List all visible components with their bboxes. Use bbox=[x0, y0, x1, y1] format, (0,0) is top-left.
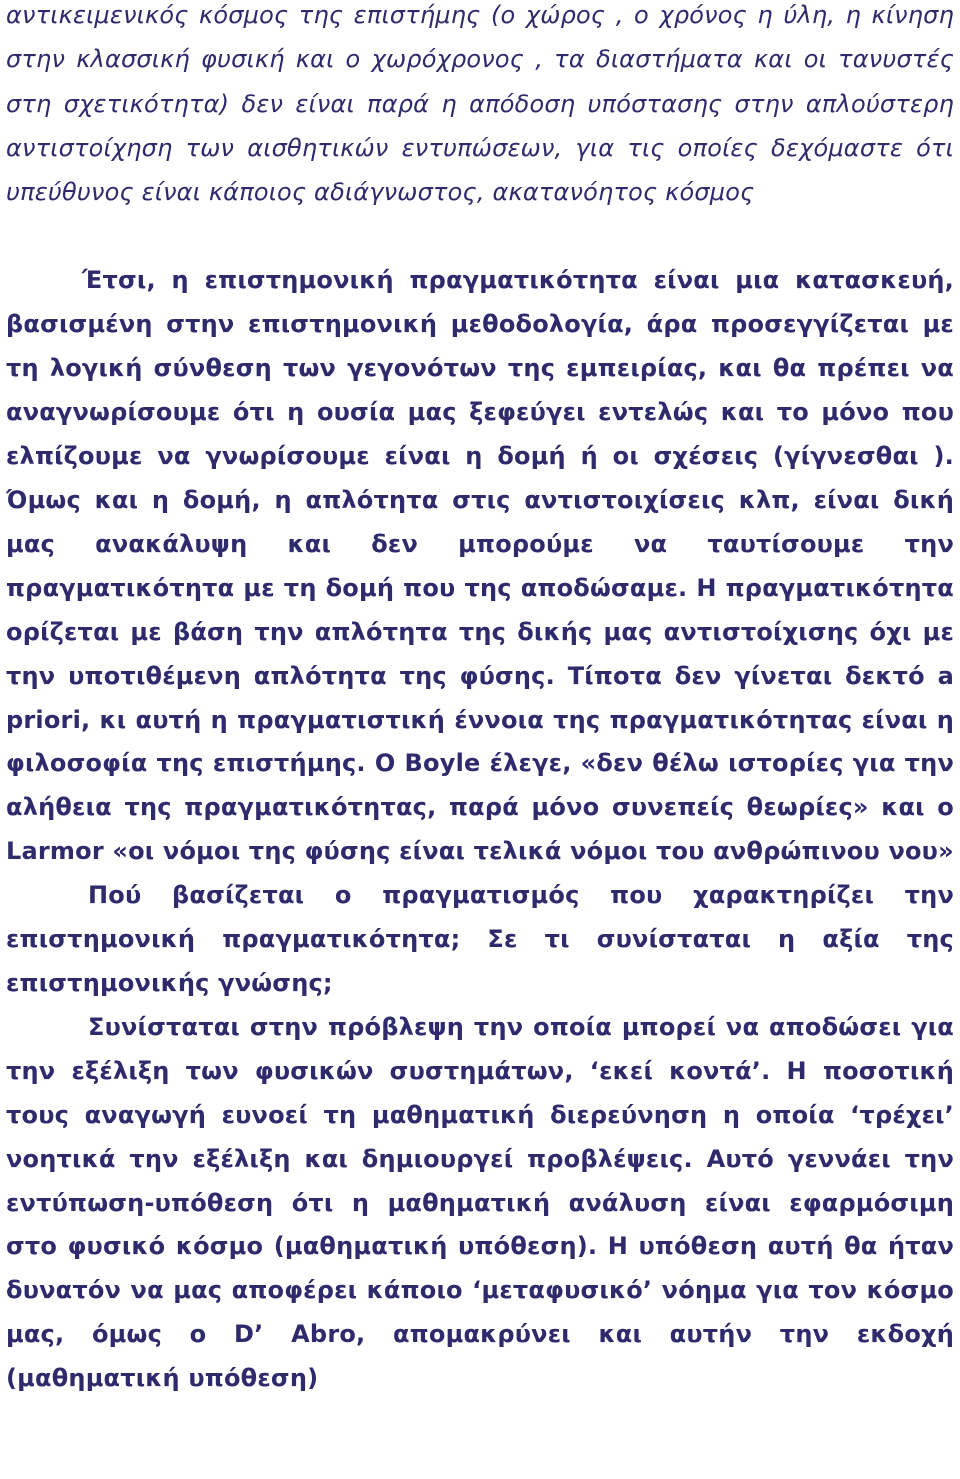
document-page bbox=[6, 0, 954, 1401]
paragraph-scientific-reality: Έτσι, η επιστημονική πραγματικότητα είναι μια κατασκευή, βασισμένη στην επιστημονική μεθοδολογία, άρα προσεγγίζεται με τη λογική σύνθεση των γεγονότων της εμπειρίας, και θα πρέπει να αναγνωρίσουμε ότι η ουσία μας ξεφεύγει εντελώς και το μόνο που ελπίζουμε να γνωρίσουμε είναι η δομή ή οι σχέσεις (γίγνεσθαι ). Όμως και η δομή, η απλότητα στις αντιστοιχίσεις κλπ, είναι δική μας ανακάλυψη και δεν μπορούμε να ταυτίσουμε την πραγματικότητα με τη δομή που της αποδώσαμε. Η πραγματικότητα ορίζεται με βάση την απλότητα της δικής μας αντιστοίχισης όχι με την υποτιθέμενη απλότητα της φύσης. Τίποτα δεν γίνεται δεκτό a priori, κι αυτή η πραγματιστική έννοια της πραγματικότητας είναι η φιλοσοφία της επιστήμης. Ο Boyle έλεγε, «δεν θέλω ιστορίες για την αλήθεια της πραγματικότητας, παρά μόνο συνεπείς θεωρίες» και ο Larmor «οι νόμοι της φύσης είναι τελικά νόμοι του ανθρώπινου νου» bbox=[6, 266, 954, 866]
paragraph-prediction: Συνίσταται στην πρόβλεψη την οποία μπορεί να αποδώσει για την εξέλιξη των φυσικών συστημάτων, ‘εκεί κοντά’. Η ποσοτική τους αναγωγή ευνοεί τη μαθηματική διερεύνηση η οποία ‘τρέχει’ νοητικά την εξέλιξη και δημιουργεί προβλέψεις. Αυτό γεννάει την εντύπωση-υπόθεση ότι η μαθηματική ανάλυση είναι εφαρμόσιμη στο φυσικό κόσμο (μαθηματική υπόθεση). Η υπόθεση αυτή θα ήταν δυνατόν να μας αποφέρει κάποιο ‘μεταφυσικό’ νόημα για τον κόσμο μας, όμως ο D’ Abro, απομακρύνει και αυτήν την εκδοχή (μαθηματική υπόθεση) bbox=[6, 1012, 954, 1393]
paragraph-intro: αντικειμενικός κόσμος της επιστήμης (ο χώρος , ο χρόνος η ύλη, η κίνηση στην κλασσική φυσική και ο χωρόχρονος , τα διαστήματα και οι τανυστές στη σχετικότητα) δεν είναι παρά η απόδοση υπόστασης στην απλούστερη αντιστοίχηση των αισθητικών εντυπώσεων, για τις οποίες δεχόμαστε ότι υπεύθυνος είναι κάποιος αδιάγνωστος, ακατανόητος κόσμος bbox=[6, 1, 954, 207]
paragraph-question: Πού βασίζεται ο πραγματισμός που χαρακτηρίζει την επιστημονική πραγματικότητα; Σε τι συνίσταται η αξία της επιστημονικής γνώσης; bbox=[6, 881, 954, 997]
